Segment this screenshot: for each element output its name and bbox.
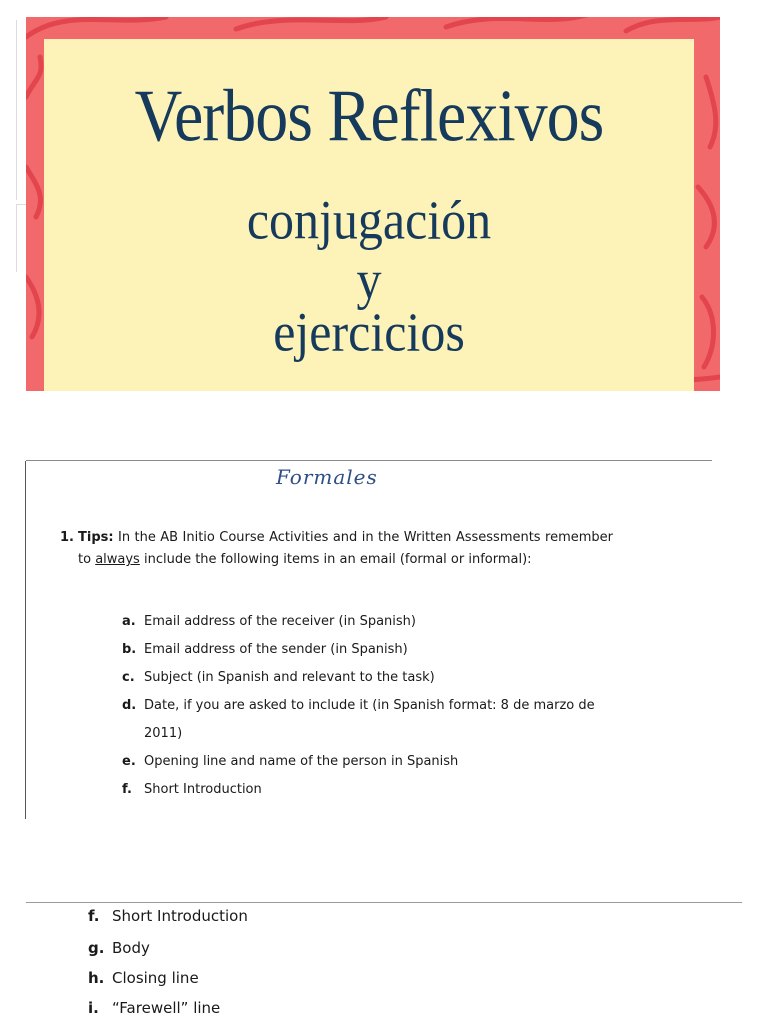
document-page-1 (26, 460, 712, 819)
list-letter: h. (88, 969, 105, 987)
list-item (88, 939, 150, 957)
list-letter: b. (122, 642, 137, 657)
list-letter: e. (122, 754, 136, 769)
list-letter: i. (88, 999, 99, 1017)
tips-text-part-1: In the AB Initio Course Activities and in the Written Assessments remember to (78, 530, 613, 567)
list-letter: f. (88, 907, 100, 925)
list-text: Short Introduction (144, 782, 262, 797)
tips-paragraph (60, 527, 613, 571)
list-item (122, 642, 408, 657)
list-text: Closing line (112, 969, 199, 987)
cover-panel (44, 39, 694, 391)
list-item (88, 907, 248, 925)
cover-subtitle-1: conjugación (246, 189, 492, 251)
page-separator (26, 902, 742, 903)
list-letter: f. (122, 782, 132, 797)
list-item (88, 999, 220, 1017)
list-text: Email address of the receiver (in Spanish) (144, 614, 416, 629)
tips-label: Tips: (78, 530, 114, 545)
list-letter: g. (88, 939, 105, 957)
list-text: Body (112, 939, 150, 957)
cover-title: Verbos Reflexivos (134, 75, 604, 158)
section-heading: Formales (276, 465, 378, 489)
list-letter: d. (122, 698, 137, 713)
tips-number: 1. (60, 530, 74, 545)
list-text: Short Introduction (112, 907, 248, 925)
margin-rule (16, 204, 17, 272)
list-text: “Farewell” line (112, 999, 221, 1017)
list-text: Subject (in Spanish and relevant to the task) (144, 670, 435, 685)
page-edge (25, 461, 26, 819)
list-text: Opening line and name of the person in Spanish (144, 754, 459, 769)
list-item (122, 614, 416, 629)
list-item (122, 754, 458, 769)
list-item-continuation: 2011) (144, 726, 183, 741)
list-item (88, 969, 199, 987)
cover-subtitle-3: ejercicios (273, 301, 465, 363)
list-item (122, 782, 262, 797)
list-text: Date, if you are asked to include it (in Spanish format: 8 de marzo de (144, 698, 595, 713)
tips-text-underlined: always (95, 552, 140, 567)
list-text: Email address of the sender (in Spanish) (144, 642, 408, 657)
margin-rule (16, 204, 26, 205)
cover-image (26, 17, 720, 391)
list-letter: a. (122, 614, 136, 629)
margin-rule (16, 20, 17, 200)
cover-subtitle-2: y (356, 249, 382, 311)
list-letter: c. (122, 670, 135, 685)
list-item (122, 670, 435, 685)
tips-text-part-2: include the following items in an email (formal or informal): (139, 552, 532, 567)
list-item (122, 698, 595, 713)
